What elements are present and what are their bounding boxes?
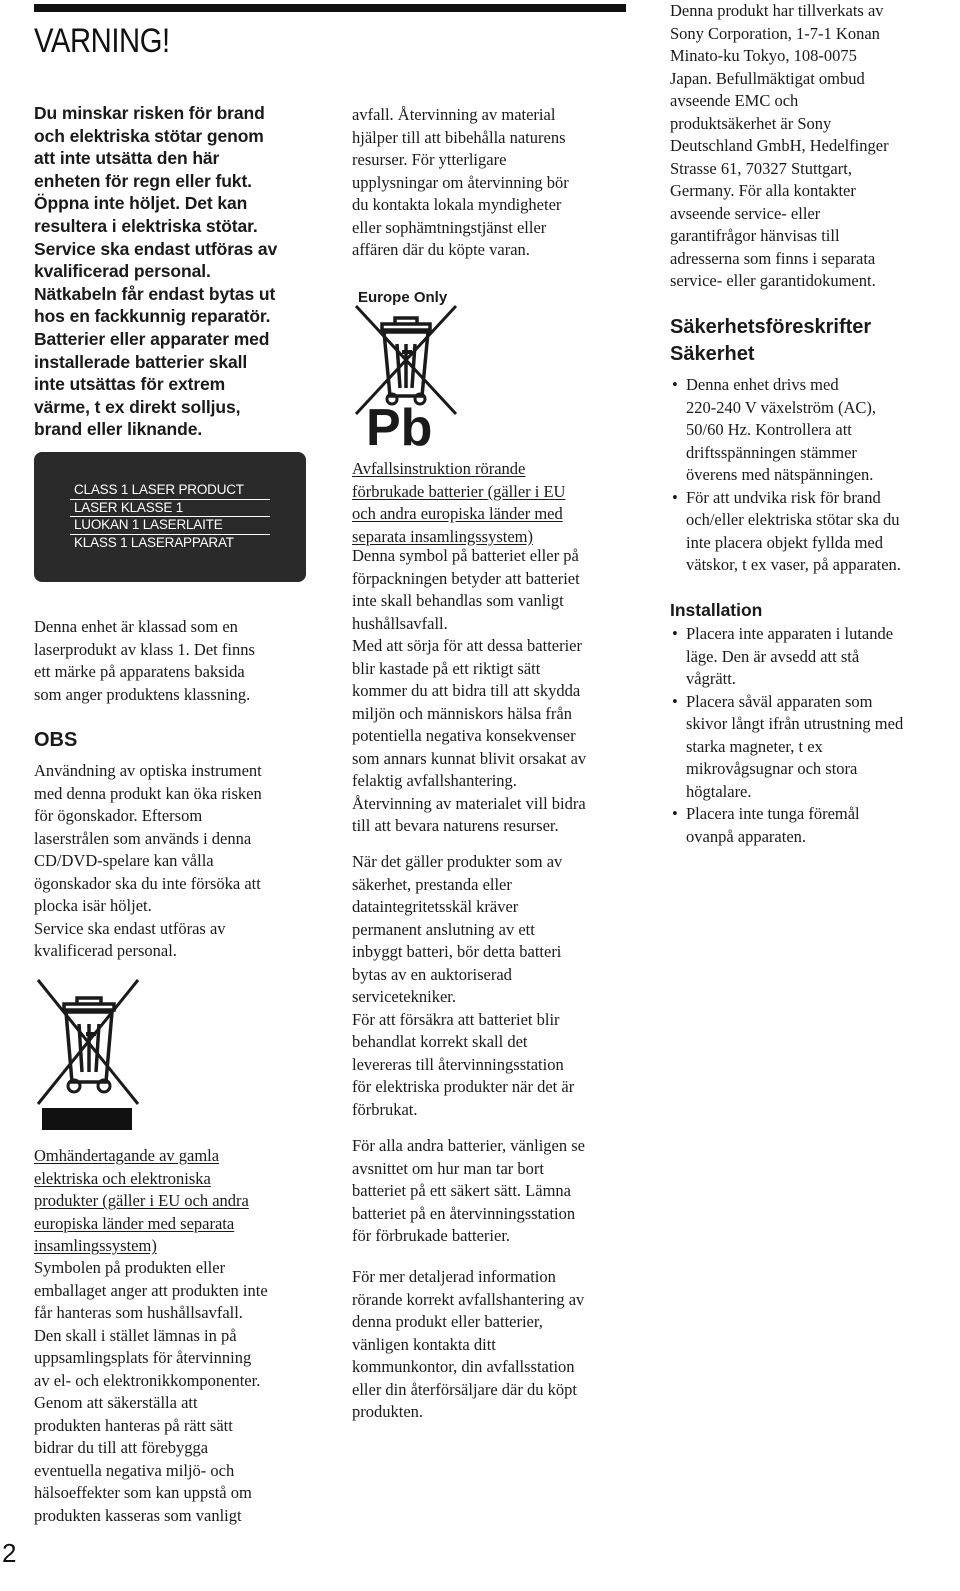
laser-label-line: KLASS 1 LASERAPPARAT — [74, 534, 234, 550]
list-item — [670, 374, 954, 487]
warning-line: Nätkabeln får endast bytas ut — [34, 283, 276, 304]
warning-text — [34, 102, 310, 441]
list-item-line: 50/60 Hz. Kontrollera att — [686, 420, 852, 439]
page-number: 2 — [2, 1538, 17, 1568]
text-line: förbrukat. — [352, 1099, 418, 1119]
text-line: adresserna som finns i separata — [670, 248, 876, 268]
text-line: avsnittet om hur man tar bort — [352, 1158, 544, 1178]
list-item-line: och/eller elektriska stötar ska du — [686, 510, 900, 529]
laser-classification-text — [34, 616, 310, 706]
heading-line: elektriska och elektroniska — [34, 1168, 211, 1188]
text-line: kvalificerad personal. — [34, 941, 177, 960]
text-line: förpackningen betyder att batteriet — [352, 568, 580, 588]
text-line: säkerhet, prestanda eller — [352, 874, 512, 894]
text-line: För att försäkra att batteriet blir — [352, 1009, 560, 1029]
text-line: kommunkontor, din avfallsstation — [352, 1357, 575, 1376]
heading-line: separata insamlingssystem) — [352, 526, 534, 546]
safety-subheading: Säkerhet — [670, 343, 755, 365]
warning-line: enheten för regn eller fukt. — [34, 170, 252, 191]
text-line: kommer du att bidra till att skydda — [352, 681, 581, 700]
list-item-line: högtalare. — [686, 781, 752, 801]
text-line: avseende service- eller — [670, 203, 821, 223]
text-line: hushållsavfall. — [352, 613, 448, 633]
text-line: affären där du köpte varan. — [352, 240, 530, 259]
list-item-line: vätskor, t ex vaser, på apparaten. — [686, 555, 901, 574]
laser-class-label — [34, 452, 306, 582]
list-item-line: vågrätt. — [686, 669, 736, 688]
installation-list — [670, 623, 954, 848]
list-item-line: ovanpå apparaten. — [686, 826, 807, 846]
list-item-line: • Placera inte apparaten i lutande — [686, 624, 894, 643]
text-line: blir kastade på ett riktigt sätt — [352, 658, 541, 678]
text-line: för elektriska produkter när det är — [352, 1077, 575, 1096]
warning-line: hos en fackkunnig reparatör. — [34, 306, 271, 327]
laser-label-line: CLASS 1 LASER PRODUCT — [70, 482, 270, 500]
installation-heading: Installation — [670, 600, 763, 620]
text-line: laserstrålen som används i denna — [34, 828, 252, 848]
warning-line: och elektriska stötar genom — [34, 125, 264, 146]
text-line: hälsoeffekter som kan uppstå om — [34, 1483, 252, 1502]
disposal-heading — [34, 1145, 310, 1258]
recycling-continued-text — [352, 104, 634, 262]
text-line: CD/DVD-spelare kan vålla — [34, 851, 214, 870]
text-line: upplysningar om återvinning bör — [352, 172, 569, 192]
list-item — [670, 487, 954, 577]
safety-heading: Säkerhetsföreskrifter — [670, 316, 872, 338]
pb-label: Pb — [366, 399, 433, 457]
warning-line: värme, t ex direkt solljus, — [34, 396, 241, 417]
heading-line: Omhändertagande av gamla — [34, 1146, 220, 1165]
list-item — [670, 691, 954, 804]
text-line: ett märke på apparatens baksida — [34, 662, 245, 681]
list-item-line: starka magneter, t ex — [686, 736, 823, 756]
text-line: permanent anslutning av ett — [352, 919, 535, 939]
text-line: Användning av optiska instrument — [34, 761, 262, 780]
text-line: produkten kasseras som vanligt — [34, 1505, 242, 1525]
text-line: behandlat korrekt skall det — [352, 1032, 528, 1051]
text-line: eventuella negativa miljö- och — [34, 1460, 235, 1480]
text-line: inte skall behandlas som vanligt — [352, 591, 564, 610]
warning-line: brand eller liknande. — [34, 419, 203, 440]
text-line: plocka isär höljet. — [34, 896, 152, 915]
text-line: Deutschland GmbH, Hedelfinger — [670, 136, 889, 155]
warning-line: Batterier eller apparater med — [34, 328, 270, 349]
list-item — [670, 623, 954, 691]
text-line: servicetekniker. — [352, 987, 456, 1006]
text-line: Denna produkt har tillverkats av — [670, 1, 884, 20]
list-item-line: • Denna enhet drivs med — [686, 375, 839, 394]
heading-line: produkter (gäller i EU och andra — [34, 1191, 249, 1210]
text-line: produktsäkerhet är Sony — [670, 113, 832, 133]
text-line: denna produkt eller batterier, — [352, 1312, 543, 1331]
text-line: avseende EMC och — [670, 91, 799, 110]
warning-line: inte utsättas för extrem — [34, 374, 226, 395]
text-line: Den skall i stället lämnas in på — [34, 1325, 237, 1345]
text-line: som annars kunnat blivit orsakat av — [352, 748, 587, 768]
list-item-line: överens med nätspänningen. — [686, 465, 874, 484]
text-line: produkten hanteras på rätt sätt — [34, 1415, 233, 1435]
obs-heading: OBS — [34, 729, 78, 751]
text-line: avfall. Återvinning av material — [352, 105, 556, 124]
warning-line: installerade batterier skall — [34, 351, 248, 372]
text-line: av el- och elektronikkomponenter. — [34, 1370, 261, 1390]
list-item-line: 220-240 V växelström (AC), — [686, 397, 877, 417]
text-line: eller din återförsäljare där du köpt — [352, 1379, 577, 1399]
disposal-text — [34, 1257, 310, 1527]
text-line: rörande korrekt avfallshantering av — [352, 1289, 585, 1309]
list-item-line: inte placera objekt fyllda med — [686, 532, 884, 552]
warning-line: Service ska endast utföras av — [34, 238, 278, 259]
text-line: Sony Corporation, 1-7-1 Konan — [670, 23, 880, 43]
text-line: vänligen kontakta ditt — [352, 1334, 496, 1354]
list-item-line: • För att undvika risk för brand — [686, 487, 881, 507]
text-line: till att bevara naturens resurser. — [352, 816, 559, 835]
text-line: Återvinning av materialet vill bidra — [352, 793, 586, 813]
heading-line: och andra europiska länder med — [352, 504, 563, 523]
heading-line: insamlingssystem) — [34, 1236, 157, 1255]
warning-line: resultera i elektriska stötar. — [34, 215, 258, 236]
text-line: resurser. För ytterligare — [352, 150, 507, 169]
text-line: batteriet på ett säkert sätt. Lämna — [352, 1181, 571, 1200]
text-line: För mer detaljerad information — [352, 1267, 556, 1286]
text-line: När det gäller produkter som av — [352, 852, 563, 871]
header-rule — [34, 4, 626, 12]
text-line: Denna enhet är klassad som en — [34, 617, 238, 636]
list-item-line: driftsspänningen stämmer — [686, 442, 857, 462]
text-line: hjälper till att bibehålla naturens — [352, 127, 566, 147]
warning-line: Du minskar risken för brand — [34, 103, 265, 123]
text-line: emballaget anger att produkten inte — [34, 1280, 268, 1300]
text-line: Minato-ku Tokyo, 108-0075 — [670, 46, 857, 65]
page-title: VARNING! — [34, 22, 170, 60]
battery-heading — [352, 458, 634, 548]
text-line: levereras till återvinningsstation — [352, 1054, 564, 1074]
text-line: service- eller garantidokument. — [670, 271, 876, 290]
heading-line: förbrukade batterier (gäller i EU — [352, 481, 566, 501]
list-item — [670, 803, 954, 848]
warning-line: kvalificerad personal. — [34, 261, 211, 282]
text-line: ögonskador ska du inte försöka att — [34, 873, 261, 893]
other-batteries-text — [352, 1135, 634, 1248]
text-line: potentiella negativa konsekvenser — [352, 726, 576, 745]
more-info-text — [352, 1266, 634, 1424]
text-line: garantifrågor hänvisas till — [670, 226, 840, 245]
warning-line: att inte utsätta den här — [34, 148, 220, 169]
laser-label-text — [70, 482, 270, 551]
text-line: Strasse 61, 70327 Stuttgart, — [670, 158, 852, 178]
warning-block — [34, 102, 310, 441]
text-line: felaktig avfallshantering. — [352, 771, 517, 790]
text-line: Germany. För alla kontakter — [670, 181, 856, 200]
text-line: Japan. Befullmäktigat ombud — [670, 68, 865, 88]
text-line: som anger produktens klassning. — [34, 684, 251, 704]
text-line: Genom att säkerställa att — [34, 1393, 198, 1412]
list-item-line: • Placera såväl apparaten som — [686, 691, 873, 711]
list-item-line: skivor långt ifrån utrustning med — [686, 714, 904, 733]
list-item-line: mikrovågsugnar och stora — [686, 759, 858, 778]
text-line: inbyggt batteri, bör detta batteri — [352, 942, 562, 961]
embedded-battery-text — [352, 851, 634, 1121]
list-item-line: • Placera inte tunga föremål — [686, 804, 860, 823]
text-line: miljön och människors hälsa från — [352, 703, 572, 723]
text-line: bidrar du till att förebygga — [34, 1438, 209, 1457]
safety-list — [670, 374, 954, 577]
text-line: Service ska endast utföras av — [34, 918, 226, 938]
text-line: för förbrukade batterier. — [352, 1226, 511, 1245]
text-line: du kontakta lokala myndigheter — [352, 195, 562, 214]
laser-label-line: LUOKAN 1 LASERLAITE — [70, 517, 270, 535]
obs-text — [34, 760, 310, 963]
list-item-line: läge. Den är avsedd att stå — [686, 646, 860, 666]
weee-bin-icon — [34, 976, 144, 1134]
text-line: eller sophämtningstjänst eller — [352, 217, 547, 237]
text-line: Denna symbol på batteriet eller på — [352, 546, 579, 565]
text-line: med denna produkt kan öka risken — [34, 783, 262, 803]
warning-line: Öppna inte höljet. Det kan — [34, 193, 248, 214]
text-line: bytas av en auktoriserad — [352, 964, 512, 984]
text-line: Med att sörja för att dessa batterier — [352, 636, 582, 655]
europe-only-label: Europe Only — [358, 289, 448, 306]
manufacturer-text — [670, 0, 954, 293]
text-line: får hanteras som hushållsavfall. — [34, 1303, 243, 1322]
text-line: för ögonskador. Eftersom — [34, 806, 203, 825]
laser-label-line: LASER KLASSE 1 — [70, 500, 270, 518]
heading-line: Avfallsinstruktion rörande — [352, 459, 526, 478]
text-line: dataintegritetsskäl kräver — [352, 897, 519, 916]
battery-text — [352, 545, 634, 838]
text-line: För alla andra batterier, vänligen se — [352, 1136, 585, 1155]
text-line: batteriet på en återvinningsstation — [352, 1203, 576, 1223]
text-line: uppsamlingsplats för återvinning — [34, 1348, 252, 1367]
heading-line: europiska länder med separata — [34, 1213, 235, 1233]
text-line: produkten. — [352, 1402, 424, 1421]
text-line: Symbolen på produkten eller — [34, 1258, 226, 1277]
text-line: laserprodukt av klass 1. Det finns — [34, 639, 255, 659]
